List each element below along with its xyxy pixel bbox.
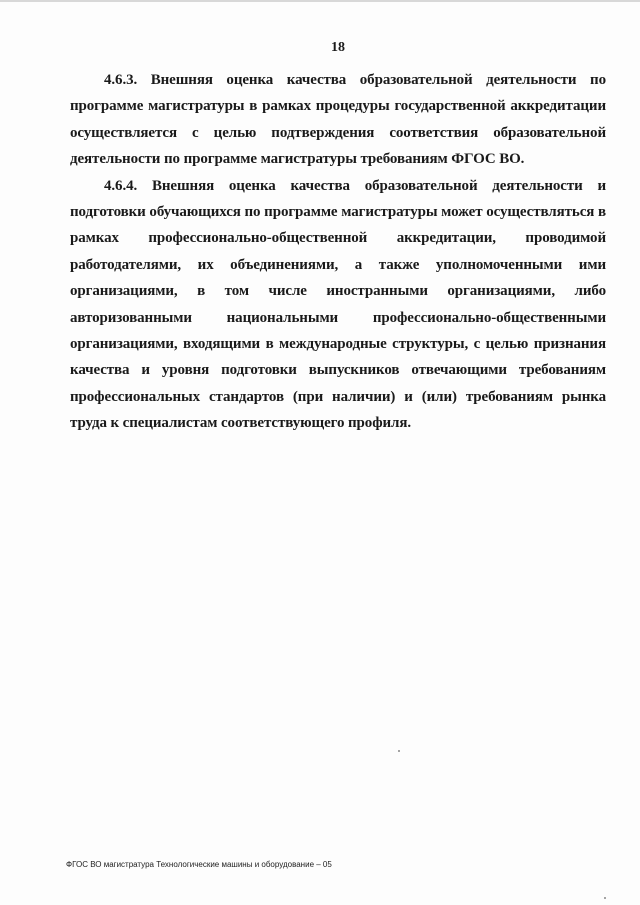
scan-edge — [0, 0, 640, 2]
paragraph-4-6-3: 4.6.3. Внешняя оценка качества образовательной деятельности по программе магистратуры в рамках процедуры государственной аккредитации осуществляется с целью подтверждения соответствия образовательной деятельности по программе магистратуры требованиям ФГОС ВО. — [70, 72, 606, 168]
paragraph-4-6-4: 4.6.4. Внешняя оценка качества образовательной деятельности и подготовки обучающихся по программе магистратуры может осуществляться в рамках профессионально-общественной аккредитации, проводимой работодателями, их объединениями, а также уполномоченными ими организациями, в том числе иностранными организациями, либо авторизованными национальными профессионально-общественными организациями, входящими в международные структуры, с целью признания качества и уровня подготовки выпускников отвечающими требованиям профессиональных стандартов (при наличии) и (или) требованиям рынка труда к специалистам соответствующего профиля. — [70, 177, 606, 432]
document-footer: ФГОС ВО магистратура Технологические машины и оборудование – 05 — [66, 860, 332, 869]
document-body — [70, 67, 606, 437]
scan-speck — [398, 750, 400, 752]
scan-speck — [604, 897, 606, 899]
page-number: 18 — [331, 40, 345, 55]
